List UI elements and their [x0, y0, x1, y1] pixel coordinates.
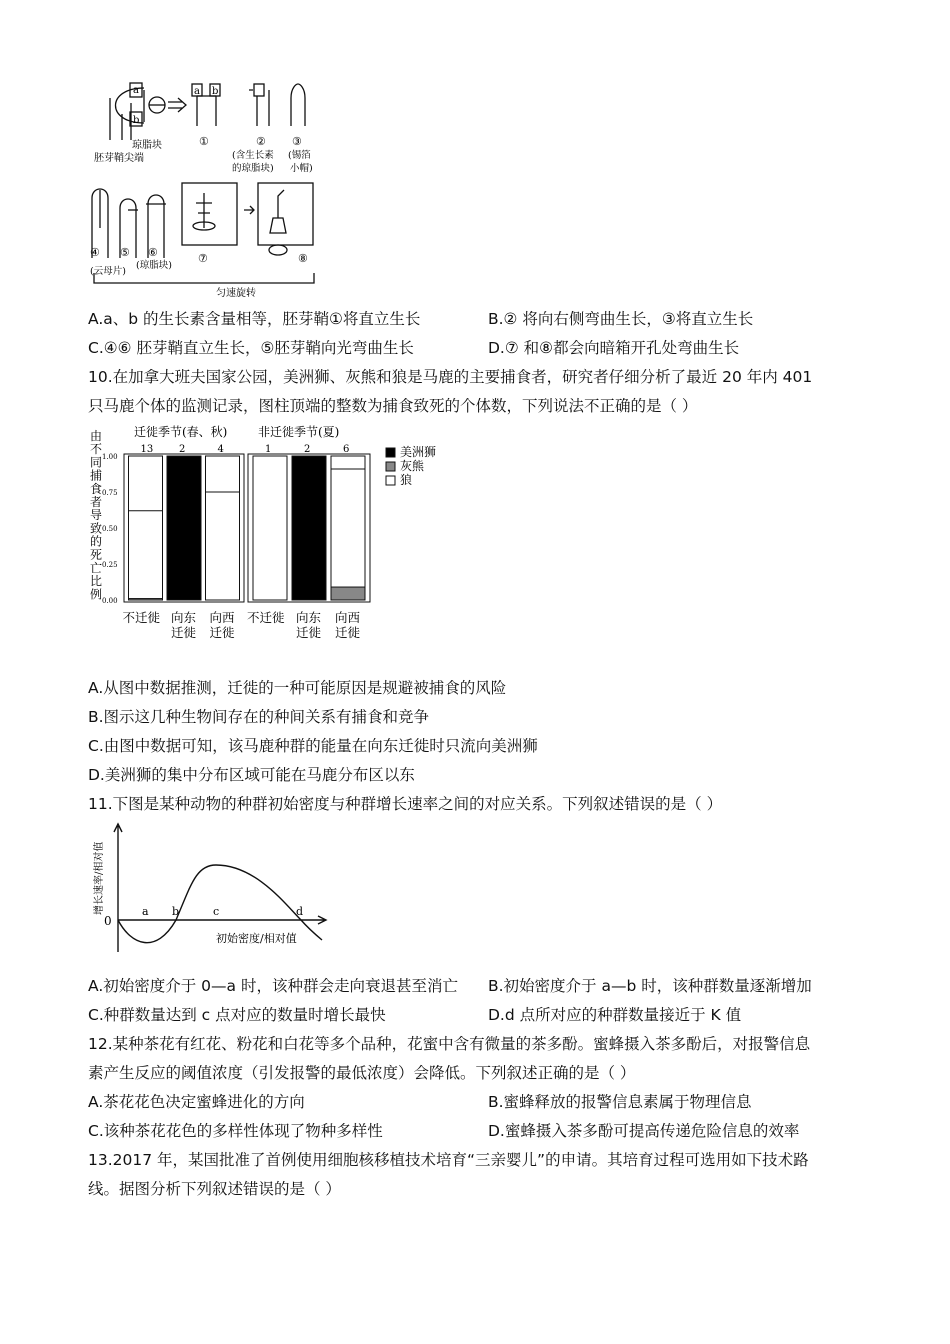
- origin-label: 0: [104, 914, 112, 928]
- y-axis-label-char: 同: [90, 455, 103, 470]
- legend-swatch: [386, 476, 395, 485]
- q10-stem-line-2: 只马鹿个体的监测记录，图柱顶端的整数为捕食致死的个体数，下列说法不正确的是（ ）: [88, 397, 698, 415]
- bar-segment-bear: [331, 587, 365, 600]
- y-axis-label-char: 者: [90, 495, 103, 509]
- bar-outline: [129, 456, 163, 600]
- num-2: ②: [256, 135, 266, 148]
- y-tick-label: 0.00: [102, 597, 118, 605]
- y-axis-label-char: 的: [90, 534, 103, 549]
- q11-option-a: A.初始密度介于 0—a 时，该种群会走向衰退甚至消亡: [88, 977, 458, 995]
- q12-option-b: B.蜜蜂释放的报警信息素属于物理信息: [488, 1093, 752, 1111]
- q12-option-a: A.茶花花色决定蜜蜂进化的方向: [88, 1093, 305, 1111]
- num-3-note-1: (锡箔: [288, 150, 311, 161]
- x-axis-label: 初始密度/相对值: [216, 932, 297, 945]
- count-label: 4: [217, 444, 224, 455]
- count-label: 13: [140, 444, 154, 455]
- y-axis-label-char: 捕: [90, 468, 103, 483]
- q13-stem-line-2: 线。据图分析下列叙述错误的是（ ）: [88, 1180, 341, 1198]
- num-8: ⑧: [298, 252, 308, 265]
- category-label: 不迁徙: [122, 610, 161, 625]
- point-b-label: b: [172, 905, 180, 918]
- coleoptile-experiment-figure: [86, 78, 326, 300]
- q9-option-a: A.a、b 的生长素含量相等，胚芽鞘①将直立生长: [88, 310, 421, 328]
- category-label: 迁徙: [171, 625, 197, 640]
- point-c-label: c: [213, 905, 220, 918]
- legend-label: 灰熊: [400, 459, 425, 473]
- q11-stem: 11.下图是某种动物的种群初始密度与种群增长速率之间的对应关系。下列叙述错误的是（ ）: [88, 795, 723, 813]
- bar-outline: [206, 456, 240, 600]
- y-tick-label: 0.25: [102, 561, 118, 569]
- q10-option-c: C.由图中数据可知，该马鹿种群的能量在向东迁徙时只流向美洲狮: [88, 737, 538, 755]
- y-axis-label-char: 由: [90, 429, 103, 443]
- q10-stem-line-1: 10.在加拿大班夫国家公园，美洲狮、灰熊和狼是马鹿的主要捕食者，研究者仔细分析了最近 20 年内 401: [88, 368, 813, 386]
- bar-segment-cougar: [167, 456, 201, 600]
- num-3-note-2: 小帽): [290, 163, 313, 174]
- y-axis-label-char: 食: [90, 481, 103, 496]
- point-a-label: a: [142, 905, 149, 918]
- q10-option-a: A.从图中数据推测，迁徙的一种可能原因是规避被捕食的风险: [88, 679, 507, 697]
- y-tick-label: 0.50: [102, 525, 118, 533]
- count-label: 1: [265, 444, 272, 455]
- panel-title: 迁徙季节(春、秋): [134, 425, 228, 439]
- category-label: 向东: [296, 610, 322, 625]
- category-label: 迁徙: [296, 625, 322, 640]
- rotate-label: 匀速旋转: [216, 288, 256, 299]
- q9-option-b: B.② 将向右侧弯曲生长，③将直立生长: [488, 310, 754, 328]
- bar-outline: [331, 456, 365, 600]
- panel-title: 非迁徙季节(夏): [258, 425, 340, 439]
- y-tick-label: 0.75: [102, 489, 118, 497]
- q10-option-d: D.美洲狮的集中分布区域可能在马鹿分布区以东: [88, 766, 415, 784]
- y-axis-label-char: 导: [90, 508, 103, 523]
- label-b2: b: [212, 86, 219, 97]
- y-axis-label-char: 比: [90, 574, 103, 589]
- q13-stem-line-1: 13.2017 年，某国批准了首例使用细胞核移植技术培育“三亲婴儿”的申请。其培育过程可选用如下技术路: [88, 1151, 809, 1169]
- y-axis-label-char: 致: [90, 521, 103, 536]
- num-5: ⑤: [120, 246, 130, 259]
- point-d-label: d: [296, 905, 304, 918]
- category-label: 向西: [335, 610, 361, 625]
- q11-option-c: C.种群数量达到 c 点对应的数量时增长最快: [88, 1006, 386, 1024]
- legend-label: 狼: [400, 473, 413, 487]
- growth-rate-curve-figure: [86, 820, 336, 960]
- category-label: 迁徙: [335, 625, 361, 640]
- num-2-note-2: 的琼脂块): [232, 163, 274, 174]
- mica-label: (云母片): [90, 266, 126, 277]
- q9-option-c: C.④⑥ 胚芽鞘直立生长，⑤胚芽鞘向光弯曲生长: [88, 339, 414, 357]
- q11-option-b: B.初始密度介于 a—b 时，该种群数量逐渐增加: [488, 977, 812, 995]
- y-axis-label-char: 死: [90, 547, 103, 562]
- q12-stem-line-1: 12.某种茶花有红花、粉花和白花等多个品种，花蜜中含有微量的茶多酚。蜜蜂摄入茶多酚后，对报警信息: [88, 1035, 811, 1053]
- label-a2: a: [194, 86, 200, 97]
- num-7: ⑦: [198, 252, 208, 265]
- y-axis-label-char: 不: [90, 442, 103, 457]
- agar-block-label-2: (琼脂块): [136, 260, 172, 271]
- num-3: ③: [292, 135, 302, 148]
- y-axis-label-char: 例: [90, 587, 103, 602]
- count-label: 2: [304, 444, 311, 455]
- y-tick-label: 1.00: [102, 453, 118, 461]
- count-label: 2: [179, 444, 186, 455]
- q9-option-d: D.⑦ 和⑧都会向暗箱开孔处弯曲生长: [488, 339, 740, 357]
- legend-label: 美洲狮: [400, 445, 437, 459]
- y-axis-label: 增长速率/相对值: [94, 841, 105, 915]
- category-label: 向东: [171, 610, 197, 625]
- label-b: b: [133, 115, 140, 126]
- agar-block-label: 琼脂块: [132, 140, 162, 151]
- legend-swatch: [386, 462, 395, 471]
- legend-swatch: [386, 448, 395, 457]
- q12-option-d: D.蜜蜂摄入茶多酚可提高传递危险信息的效率: [488, 1122, 800, 1140]
- num-2-note-1: (含生长素: [232, 150, 274, 161]
- coleoptile-tip-label: 胚芽鞘尖端: [94, 153, 144, 164]
- count-label: 6: [343, 444, 350, 455]
- num-6: ⑥: [148, 246, 158, 259]
- num-4: ④: [90, 246, 100, 259]
- q10-option-b: B.图示这几种生物间存在的种间关系有捕食和竞争: [88, 708, 430, 726]
- category-label: 迁徙: [209, 625, 235, 640]
- q12-option-c: C.该种茶花花色的多样性体现了物种多样性: [88, 1122, 383, 1140]
- bar-segment-cougar: [292, 456, 326, 600]
- q12-stem-line-2: 素产生反应的阈值浓度（引发报警的最低浓度）会降低。下列叙述正确的是（ ）: [88, 1064, 636, 1082]
- bar-outline: [253, 456, 287, 600]
- y-axis-label-char: 亡: [90, 561, 103, 575]
- category-label: 不迁徙: [247, 610, 285, 625]
- deer-predation-chart: [86, 422, 456, 644]
- bar-segment-bear: [129, 599, 163, 600]
- category-label: 向西: [209, 610, 235, 625]
- label-a: a: [133, 85, 139, 96]
- num-1: ①: [199, 135, 209, 148]
- q11-option-d: D.d 点所对应的种群数量接近于 K 值: [488, 1006, 742, 1024]
